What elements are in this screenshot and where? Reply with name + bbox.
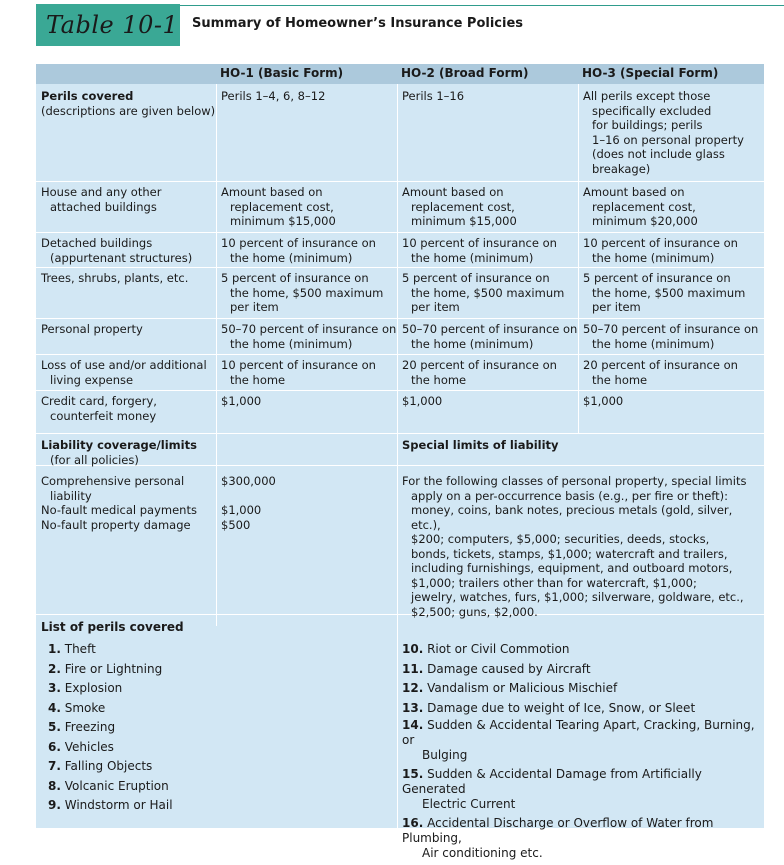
peril-item: 6. Vehicles xyxy=(48,739,114,754)
cell-credit-ho3: $1,000 xyxy=(583,394,624,408)
row-divider xyxy=(36,232,764,233)
header-rule xyxy=(120,5,784,6)
row-label-house: House and any other attached buildings xyxy=(41,185,162,214)
table-number-badge: Table 10-1 xyxy=(36,4,180,46)
peril-item: 12. Vandalism or Malicious Mischief xyxy=(402,681,618,695)
peril-item: 11. Damage caused by Aircraft xyxy=(402,661,591,676)
perils-list-heading: List of perils covered xyxy=(41,620,184,634)
cell-trees-ho2: 5 percent of insurance on the home, $500 maximum per item xyxy=(402,271,565,314)
table-head-row xyxy=(36,64,764,84)
row-divider xyxy=(36,433,764,434)
cell-personal-ho1: 50–70 percent of insurance on the home (minimum) xyxy=(221,322,397,351)
liability-heading: Liability coverage/limits (for all policies) xyxy=(41,438,197,467)
peril-item: 14. Sudden & Accidental Tearing Apart, Cracking, Burning, or Bulging xyxy=(402,718,755,762)
peril-item: 5. Freezing xyxy=(48,720,116,734)
liability-item-comprehensive: Comprehensive personal liability xyxy=(41,474,185,503)
liability-value-comprehensive: $300,000 xyxy=(221,474,276,488)
perils-list-right xyxy=(402,640,760,865)
peril-item: 16. Accidental Discharge or Overflow of Water from Plumbing, Air conditioning etc. xyxy=(402,816,714,860)
column-divider xyxy=(216,84,217,626)
column-divider xyxy=(578,84,579,433)
cell-trees-ho3: 5 percent of insurance on the home, $500 maximum per item xyxy=(583,271,746,314)
column-divider xyxy=(397,84,398,828)
cell-perils-ho3: All perils except those specifically excluded for buildings; perils 1–16 on personal property (does not include glass breakage) xyxy=(583,89,744,176)
insurance-table xyxy=(36,64,764,860)
cell-personal-ho3: 50–70 percent of insurance on the home (minimum) xyxy=(583,322,759,351)
liability-value-property-damage: $500 xyxy=(221,518,251,532)
column-header-ho3: HO-3 (Special Form) xyxy=(582,66,719,80)
cell-loss-ho1: 10 percent of insurance on the home xyxy=(221,358,376,387)
cell-perils-ho1: Perils 1–4, 6, 8–12 xyxy=(221,89,326,103)
row-divider xyxy=(36,354,764,355)
row-label-credit-card: Credit card, forgery, counterfeit money xyxy=(41,394,157,423)
column-header-ho1: HO-1 (Basic Form) xyxy=(220,66,344,80)
row-label-detached: Detached buildings (appurtenant structures) xyxy=(41,236,193,265)
row-divider xyxy=(36,318,764,319)
column-header-ho2: HO-2 (Broad Form) xyxy=(401,66,529,80)
row-divider xyxy=(36,390,764,391)
cell-personal-ho2: 50–70 percent of insurance on the home (minimum) xyxy=(402,322,578,351)
row-label-loss-of-use: Loss of use and/or additional living expense xyxy=(41,358,207,387)
row-label-perils: Perils covered (descriptions are given below) xyxy=(41,89,216,118)
cell-detached-ho1: 10 percent of insurance on the home (minimum) xyxy=(221,236,376,265)
peril-item: 10. Riot or Civil Commotion xyxy=(402,642,570,656)
cell-loss-ho2: 20 percent of insurance on the home xyxy=(402,358,557,387)
row-label-trees: Trees, shrubs, plants, etc. xyxy=(41,271,189,285)
liability-value-medical: $1,000 xyxy=(221,503,262,517)
special-limits-heading: Special limits of liability xyxy=(402,438,559,452)
cell-perils-ho2: Perils 1–16 xyxy=(402,89,465,103)
peril-item: 15. Sudden & Accidental Damage from Artificially Generated Electric Current xyxy=(402,767,702,811)
cell-credit-ho1: $1,000 xyxy=(221,394,262,408)
cell-detached-ho2: 10 percent of insurance on the home (minimum) xyxy=(402,236,557,265)
peril-item: 1. Theft xyxy=(48,642,96,656)
row-label-personal-property: Personal property xyxy=(41,322,143,336)
cell-trees-ho1: 5 percent of insurance on the home, $500 maximum per item xyxy=(221,271,384,314)
peril-item: 13. Damage due to weight of Ice, Snow, or Sleet xyxy=(402,700,696,715)
table-title: Summary of Homeowner’s Insurance Policies xyxy=(192,16,524,31)
table-header xyxy=(0,0,784,60)
peril-item: 3. Explosion xyxy=(48,681,123,695)
peril-item: 8. Volcanic Eruption xyxy=(48,778,169,793)
special-limits-text: For the following classes of personal property, special limits apply on a per-occurrence basis (e.g., per fire or theft): money, coins, bank notes, precious metals (gold, silver, etc.), $200; computers, $5,000; securities, deeds, stocks, bonds, tickets, stamps, $1,000; watercraft and trailers, including furnishings, equipment, and outboard motors, $1,000; trailers other than for watercraft, $1,000; jewelry, watches, furs, $1,000; silverware, goldware, etc., $2,500; guns, $2,000. xyxy=(402,474,747,619)
cell-detached-ho3: 10 percent of insurance on the home (minimum) xyxy=(583,236,738,265)
cell-house-ho2: Amount based on replacement cost, minimum $15,000 xyxy=(402,185,517,228)
row-divider xyxy=(36,267,764,268)
peril-item: 2. Fire or Lightning xyxy=(48,661,163,676)
row-divider xyxy=(36,181,764,182)
perils-list-left xyxy=(48,640,173,816)
peril-item: 7. Falling Objects xyxy=(48,759,153,773)
cell-house-ho1: Amount based on replacement cost, minimum $15,000 xyxy=(221,185,336,228)
liability-item-property-damage: No-fault property damage xyxy=(41,518,191,532)
peril-item: 4. Smoke xyxy=(48,700,106,715)
liability-item-medical: No-fault medical payments xyxy=(41,503,197,517)
cell-loss-ho3: 20 percent of insurance on the home xyxy=(583,358,738,387)
cell-credit-ho2: $1,000 xyxy=(402,394,443,408)
peril-item: 9. Windstorm or Hail xyxy=(48,798,173,812)
cell-house-ho3: Amount based on replacement cost, minimum $20,000 xyxy=(583,185,698,228)
